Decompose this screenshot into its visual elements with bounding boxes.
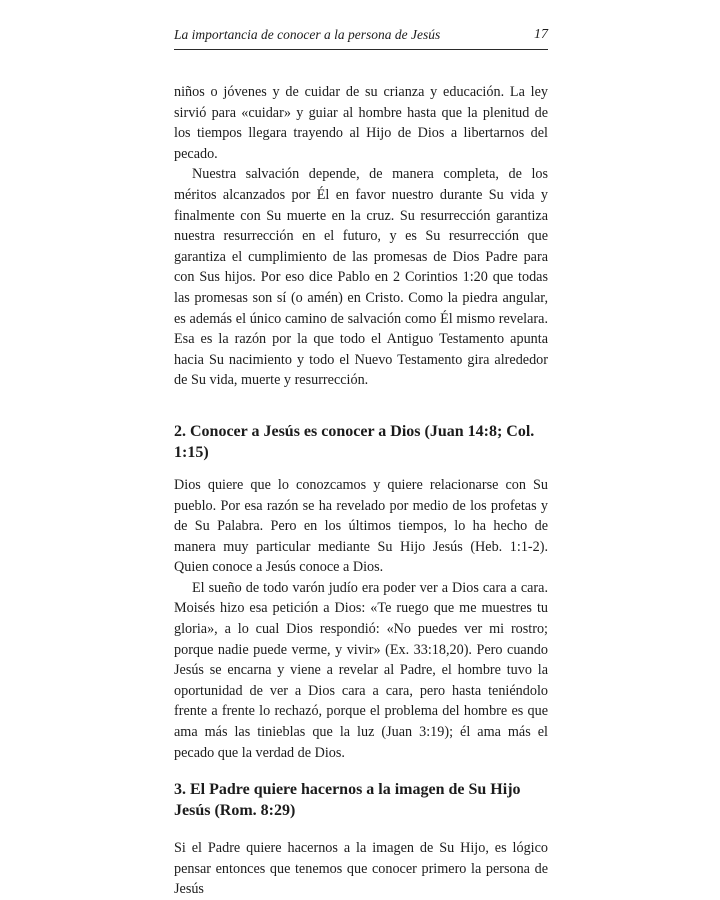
paragraph-know-god: Dios quiere que lo conozcamos y quiere relacionarse con Su pueblo. Por esa razón se ha revelado por medio de los profetas y de Su Palabra. Pero en los últimos tiempos, lo ha hecho de manera muy particular mediante Su Hijo Jesús (Heb. 1:1-2). Quien conoce a Jesús conoce a Dios. xyxy=(174,476,548,576)
page-body xyxy=(174,82,548,900)
paragraph-jewish-dream: El sueño de todo varón judío era poder ver a Dios cara a cara. Moisés hizo esa petición a Dios: «Te ruego que me muestres tu gloria», a lo cual Dios respondió: «No puedes ver mi rostro; porque nadie puede verme, y vivir» (Ex. 33:18,20). Pero cuando Jesús se encarna y viene a revelar al Padre, el hombre tuvo la oportunidad de ver a Dios cara a cara, pero hasta teniéndolo frente a frente lo rechazó, porque el problema del hombre es que ama más las tinieblas que la luz (Juan 3:19); él ama más el pecado que la verdad de Dios. xyxy=(174,579,548,761)
paragraph-salvation: Nuestra salvación depende, de manera completa, de los méritos alcanzados por Él en favor nuestro durante Su vida y finalmente con Su muerte en la cruz. Su resurrección garantiza nuestra resurrección en el futuro, y es Su resurrección que garantiza el cumplimiento de las promesas de Dios Padre para con Sus hijos. Por eso dice Pablo en 2 Corintios 1:20 que todas las promesas son sí (o amén) en Cristo. Como la piedra angular, es además el único camino de salvación como Él mismo revelara. Esa es la razón por la que todo el Antiguo Testamento apunta hacia Su nacimiento y todo el Nuevo Testamento gira alrededor de Su vida, muerte y resurrección. xyxy=(174,166,548,389)
running-title: La importancia de conocer a la persona de Jesús xyxy=(174,27,441,42)
paragraph-image-of-son: Si el Padre quiere hacernos a la imagen de Su Hijo, es lógico pensar entonces que tenemos que conocer primero la persona de Jesús xyxy=(174,840,548,898)
section-heading-3: 3. El Padre quiere hacernos a la imagen de Su Hijo Jesús (Rom. 8:29) xyxy=(174,781,521,820)
page-header xyxy=(174,27,548,50)
paragraph-continuation: niños o jóvenes y de cuidar de su crianza y educación. La ley sirvió para «cuidar» y guiar al hombre hasta que la plenitud de los tiempos llegara trayendo al Hijo de Dios a libertarnos del pecado. xyxy=(174,84,548,162)
page-number: 17 xyxy=(534,27,548,42)
section-heading-2: 2. Conocer a Jesús es conocer a Dios (Juan 14:8; Col. 1:15) xyxy=(174,422,535,461)
